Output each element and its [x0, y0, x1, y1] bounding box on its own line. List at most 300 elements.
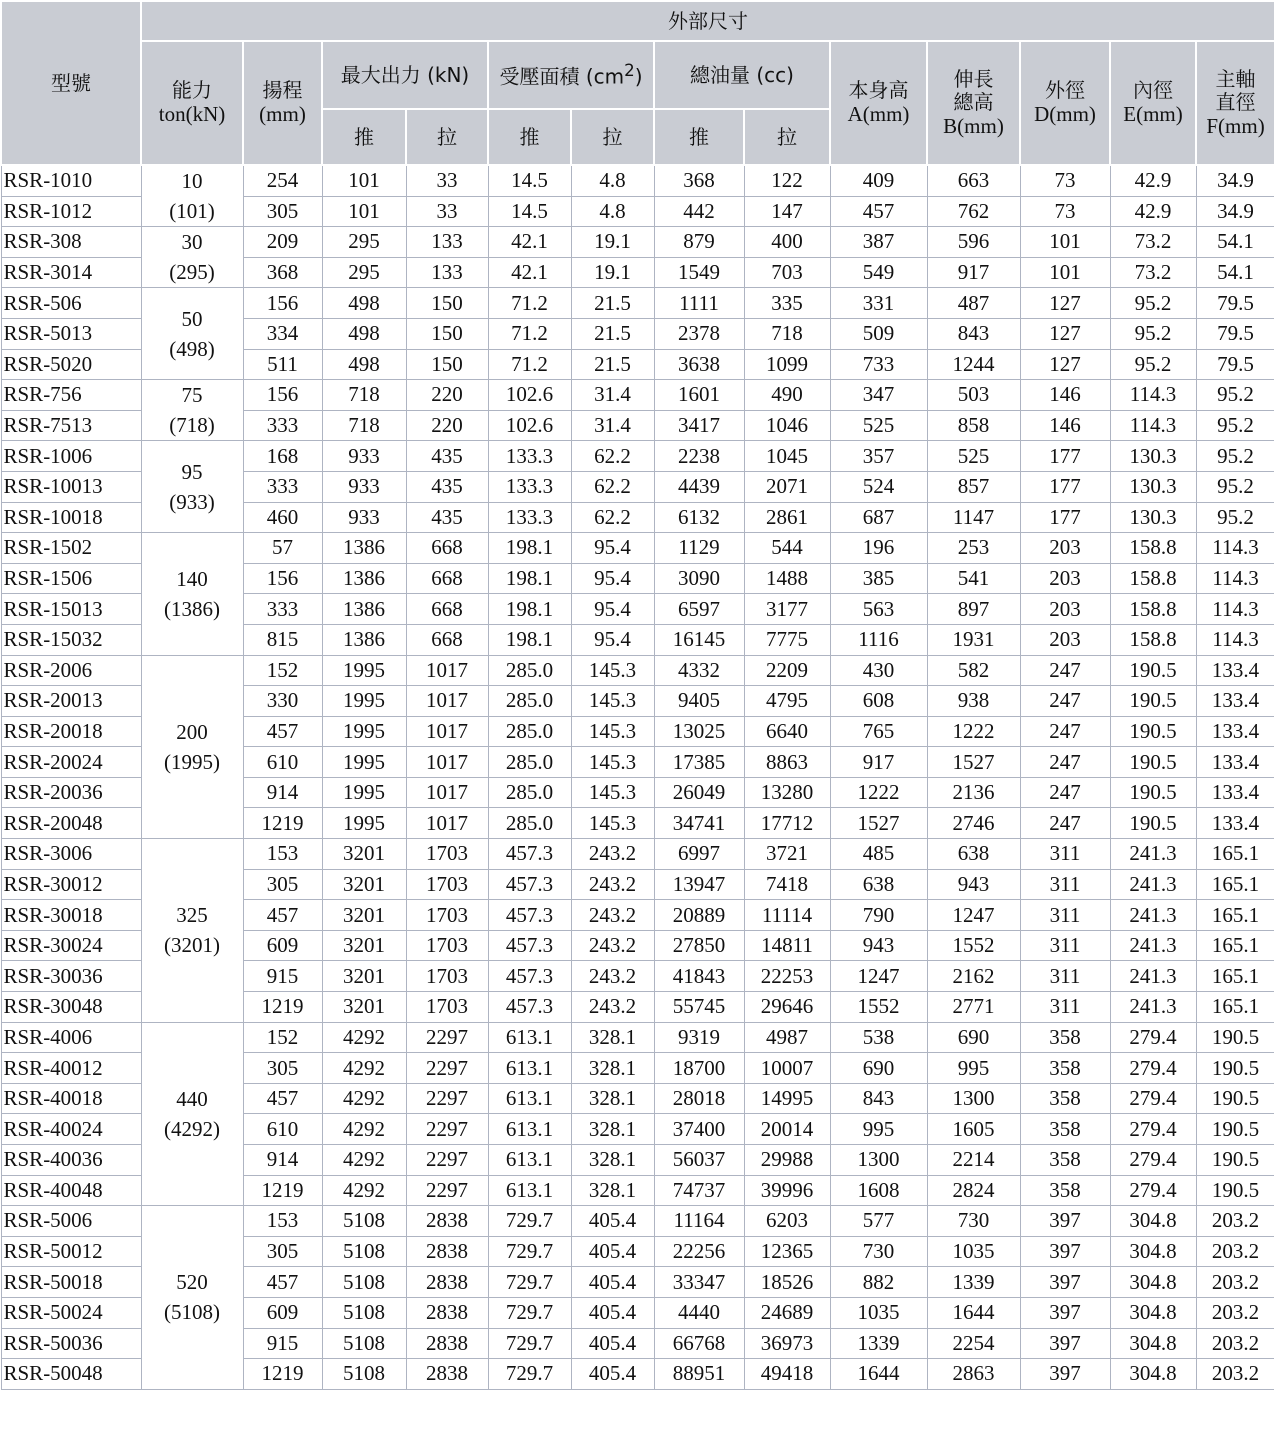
- value-cell: 730: [927, 1206, 1020, 1237]
- value-cell: 304.8: [1110, 1359, 1196, 1390]
- value-cell: 17712: [744, 808, 830, 839]
- model-cell: RSR-20036: [1, 777, 141, 808]
- value-cell: 285.0: [488, 716, 571, 747]
- value-cell: 95.2: [1196, 502, 1274, 533]
- value-cell: 177: [1020, 441, 1110, 472]
- capacity-kn: (1995): [164, 749, 220, 774]
- value-cell: 247: [1020, 747, 1110, 778]
- value-cell: 74737: [654, 1175, 744, 1206]
- value-cell: 663: [927, 165, 1020, 196]
- model-cell: RSR-1012: [1, 196, 141, 227]
- value-cell: 511: [243, 349, 322, 380]
- value-cell: 153: [243, 839, 322, 870]
- value-cell: 101: [322, 165, 406, 196]
- value-cell: 1488: [744, 563, 830, 594]
- value-cell: 133.3: [488, 471, 571, 502]
- value-cell: 243.2: [571, 900, 654, 931]
- value-cell: 1219: [243, 1175, 322, 1206]
- value-cell: 28018: [654, 1083, 744, 1114]
- value-cell: 49418: [744, 1359, 830, 1390]
- value-cell: 203.2: [1196, 1206, 1274, 1237]
- value-cell: 305: [243, 1053, 322, 1084]
- value-cell: 1703: [406, 839, 488, 870]
- value-cell: 915: [243, 1328, 322, 1359]
- value-cell: 2838: [406, 1206, 488, 1237]
- value-cell: 158.8: [1110, 563, 1196, 594]
- value-cell: 457.3: [488, 930, 571, 961]
- model-cell: RSR-50024: [1, 1297, 141, 1328]
- inner-diameter-header: [1110, 41, 1196, 165]
- value-cell: 16145: [654, 624, 744, 655]
- value-cell: 457: [243, 900, 322, 931]
- value-cell: 279.4: [1110, 1022, 1196, 1053]
- value-cell: 55745: [654, 992, 744, 1023]
- model-cell: RSR-1506: [1, 563, 141, 594]
- value-cell: 285.0: [488, 747, 571, 778]
- value-cell: 613.1: [488, 1053, 571, 1084]
- value-cell: 368: [243, 257, 322, 288]
- value-cell: 190.5: [1110, 686, 1196, 717]
- value-cell: 1527: [927, 747, 1020, 778]
- value-cell: 133.4: [1196, 808, 1274, 839]
- value-cell: 1219: [243, 1359, 322, 1390]
- value-cell: 358: [1020, 1022, 1110, 1053]
- value-cell: 42.1: [488, 227, 571, 258]
- max-output-header: 最大出力 (kN): [322, 41, 488, 109]
- value-cell: 304.8: [1110, 1236, 1196, 1267]
- model-cell: RSR-3006: [1, 839, 141, 870]
- value-cell: 762: [927, 196, 1020, 227]
- value-cell: 668: [406, 624, 488, 655]
- value-cell: 334: [243, 318, 322, 349]
- value-cell: 703: [744, 257, 830, 288]
- value-cell: 114.3: [1196, 624, 1274, 655]
- value-cell: 487: [927, 288, 1020, 319]
- capacity-ton: 440: [176, 1086, 208, 1111]
- value-cell: 1116: [830, 624, 927, 655]
- value-cell: 133: [406, 257, 488, 288]
- pressure-area-push-header: 推: [488, 109, 571, 165]
- value-cell: 62.2: [571, 502, 654, 533]
- value-cell: 133.4: [1196, 716, 1274, 747]
- value-cell: 397: [1020, 1297, 1110, 1328]
- value-cell: 146: [1020, 410, 1110, 441]
- value-cell: 1931: [927, 624, 1020, 655]
- value-cell: 42.9: [1110, 196, 1196, 227]
- value-cell: 328.1: [571, 1145, 654, 1176]
- value-cell: 1017: [406, 777, 488, 808]
- value-cell: 198.1: [488, 563, 571, 594]
- value-cell: 21.5: [571, 349, 654, 380]
- capacity-kn: (3201): [164, 933, 220, 958]
- value-cell: 933: [322, 502, 406, 533]
- value-cell: 943: [830, 930, 927, 961]
- model-cell: RSR-30012: [1, 869, 141, 900]
- value-cell: 718: [322, 380, 406, 411]
- value-cell: 145.3: [571, 777, 654, 808]
- value-cell: 405.4: [571, 1359, 654, 1390]
- oil-volume-pull-header: 拉: [744, 109, 830, 165]
- value-cell: 243.2: [571, 930, 654, 961]
- value-cell: 133.4: [1196, 777, 1274, 808]
- shaft-diameter-label-2: 直徑: [1215, 89, 1256, 114]
- value-cell: 203.2: [1196, 1297, 1274, 1328]
- value-cell: 498: [322, 349, 406, 380]
- value-cell: 156: [243, 563, 322, 594]
- value-cell: 457: [243, 1267, 322, 1298]
- value-cell: 305: [243, 869, 322, 900]
- capacity-cell: [141, 655, 243, 839]
- value-cell: 95.4: [571, 594, 654, 625]
- value-cell: 33: [406, 196, 488, 227]
- value-cell: 730: [830, 1236, 927, 1267]
- value-cell: 241.3: [1110, 839, 1196, 870]
- value-cell: 304.8: [1110, 1206, 1196, 1237]
- outer-diameter-header: [1020, 41, 1110, 165]
- value-cell: 34.9: [1196, 165, 1274, 196]
- value-cell: 435: [406, 471, 488, 502]
- value-cell: 1219: [243, 808, 322, 839]
- value-cell: 2838: [406, 1297, 488, 1328]
- value-cell: 1605: [927, 1114, 1020, 1145]
- value-cell: 1995: [322, 655, 406, 686]
- capacity-ton: 95: [181, 459, 203, 484]
- value-cell: 1300: [830, 1145, 927, 1176]
- value-cell: 95.2: [1110, 349, 1196, 380]
- value-cell: 79.5: [1196, 349, 1274, 380]
- value-cell: 21.5: [571, 318, 654, 349]
- value-cell: 79.5: [1196, 288, 1274, 319]
- value-cell: 397: [1020, 1236, 1110, 1267]
- value-cell: 220: [406, 380, 488, 411]
- value-cell: 101: [322, 196, 406, 227]
- value-cell: 133.3: [488, 502, 571, 533]
- shaft-diameter-label-1: 主軸: [1215, 66, 1256, 91]
- value-cell: 34.9: [1196, 196, 1274, 227]
- capacity-ton: 75: [181, 383, 203, 408]
- value-cell: 2297: [406, 1114, 488, 1145]
- value-cell: 333: [243, 594, 322, 625]
- value-cell: 609: [243, 1297, 322, 1328]
- value-cell: 150: [406, 318, 488, 349]
- body-height-header: [830, 41, 927, 165]
- value-cell: 1035: [830, 1297, 927, 1328]
- value-cell: 56037: [654, 1145, 744, 1176]
- value-cell: 2863: [927, 1359, 1020, 1390]
- capacity-label: 能力: [172, 78, 212, 103]
- value-cell: 295: [322, 257, 406, 288]
- value-cell: 549: [830, 257, 927, 288]
- value-cell: 1703: [406, 961, 488, 992]
- value-cell: 596: [927, 227, 1020, 258]
- value-cell: 177: [1020, 471, 1110, 502]
- capacity-kn: (498): [169, 336, 215, 361]
- value-cell: 457.3: [488, 839, 571, 870]
- value-cell: 241.3: [1110, 992, 1196, 1023]
- value-cell: 498: [322, 318, 406, 349]
- value-cell: 95.4: [571, 624, 654, 655]
- value-cell: 1017: [406, 655, 488, 686]
- value-cell: 457: [243, 716, 322, 747]
- value-cell: 133.4: [1196, 747, 1274, 778]
- value-cell: 285.0: [488, 777, 571, 808]
- value-cell: 729.7: [488, 1328, 571, 1359]
- value-cell: 150: [406, 288, 488, 319]
- value-cell: 333: [243, 410, 322, 441]
- value-cell: 668: [406, 533, 488, 564]
- value-cell: 305: [243, 1236, 322, 1267]
- value-cell: 2297: [406, 1053, 488, 1084]
- model-header: 型號: [1, 1, 141, 165]
- value-cell: 2824: [927, 1175, 1020, 1206]
- value-cell: 6597: [654, 594, 744, 625]
- value-cell: 729.7: [488, 1297, 571, 1328]
- value-cell: 609: [243, 930, 322, 961]
- value-cell: 4795: [744, 686, 830, 717]
- value-cell: 563: [830, 594, 927, 625]
- value-cell: 995: [830, 1114, 927, 1145]
- value-cell: 279.4: [1110, 1175, 1196, 1206]
- value-cell: 4.8: [571, 165, 654, 196]
- value-cell: 145.3: [571, 808, 654, 839]
- value-cell: 1995: [322, 777, 406, 808]
- value-cell: 498: [322, 288, 406, 319]
- value-cell: 457.3: [488, 992, 571, 1023]
- value-cell: 7418: [744, 869, 830, 900]
- value-cell: 2838: [406, 1236, 488, 1267]
- value-cell: 397: [1020, 1359, 1110, 1390]
- pressure-area-header: [488, 41, 654, 109]
- value-cell: 1644: [927, 1297, 1020, 1328]
- value-cell: 22256: [654, 1236, 744, 1267]
- value-cell: 328.1: [571, 1175, 654, 1206]
- pressure-area-suffix: ): [634, 64, 643, 89]
- value-cell: 36973: [744, 1328, 830, 1359]
- value-cell: 2162: [927, 961, 1020, 992]
- value-cell: 190.5: [1196, 1022, 1274, 1053]
- table-header: [1, 1, 1274, 165]
- value-cell: 11164: [654, 1206, 744, 1237]
- value-cell: 397: [1020, 1267, 1110, 1298]
- value-cell: 857: [927, 471, 1020, 502]
- shaft-diameter-header: [1196, 41, 1274, 165]
- value-cell: 6132: [654, 502, 744, 533]
- value-cell: 198.1: [488, 533, 571, 564]
- oil-volume-push-header: 推: [654, 109, 744, 165]
- value-cell: 485: [830, 839, 927, 870]
- model-cell: RSR-40012: [1, 1053, 141, 1084]
- inner-diameter-label: 內徑: [1133, 78, 1173, 103]
- model-cell: RSR-50018: [1, 1267, 141, 1298]
- value-cell: 209: [243, 227, 322, 258]
- value-cell: 1099: [744, 349, 830, 380]
- value-cell: 14995: [744, 1083, 830, 1114]
- value-cell: 243.2: [571, 961, 654, 992]
- value-cell: 1549: [654, 257, 744, 288]
- value-cell: 328.1: [571, 1083, 654, 1114]
- value-cell: 165.1: [1196, 869, 1274, 900]
- value-cell: 995: [927, 1053, 1020, 1084]
- value-cell: 66768: [654, 1328, 744, 1359]
- value-cell: 305: [243, 196, 322, 227]
- value-cell: 358: [1020, 1083, 1110, 1114]
- value-cell: 22253: [744, 961, 830, 992]
- value-cell: 311: [1020, 900, 1110, 931]
- value-cell: 4292: [322, 1175, 406, 1206]
- value-cell: 4292: [322, 1022, 406, 1053]
- value-cell: 95.2: [1196, 441, 1274, 472]
- value-cell: 19.1: [571, 227, 654, 258]
- value-cell: 304.8: [1110, 1328, 1196, 1359]
- value-cell: 73.2: [1110, 257, 1196, 288]
- value-cell: 3201: [322, 869, 406, 900]
- value-cell: 368: [654, 165, 744, 196]
- value-cell: 2297: [406, 1022, 488, 1053]
- value-cell: 917: [927, 257, 1020, 288]
- value-cell: 1703: [406, 900, 488, 931]
- value-cell: 668: [406, 563, 488, 594]
- value-cell: 133: [406, 227, 488, 258]
- value-cell: 145.3: [571, 747, 654, 778]
- value-cell: 14.5: [488, 165, 571, 196]
- value-cell: 10007: [744, 1053, 830, 1084]
- value-cell: 54.1: [1196, 257, 1274, 288]
- value-cell: 2209: [744, 655, 830, 686]
- value-cell: 6997: [654, 839, 744, 870]
- value-cell: 933: [322, 471, 406, 502]
- value-cell: 933: [322, 441, 406, 472]
- value-cell: 1995: [322, 747, 406, 778]
- value-cell: 538: [830, 1022, 927, 1053]
- value-cell: 156: [243, 288, 322, 319]
- model-cell: RSR-30018: [1, 900, 141, 931]
- stroke-label: 揚程: [262, 78, 303, 103]
- model-cell: RSR-50012: [1, 1236, 141, 1267]
- table-row: [1, 288, 1274, 319]
- value-cell: 729.7: [488, 1206, 571, 1237]
- value-cell: 37400: [654, 1114, 744, 1145]
- model-cell: RSR-50048: [1, 1359, 141, 1390]
- value-cell: 397: [1020, 1206, 1110, 1237]
- capacity-unit: ton(kN): [158, 102, 226, 127]
- value-cell: 385: [830, 563, 927, 594]
- value-cell: 331: [830, 288, 927, 319]
- value-cell: 190.5: [1110, 716, 1196, 747]
- capacity-cell: [141, 227, 243, 288]
- table-row: [1, 839, 1274, 870]
- value-cell: 95.2: [1110, 288, 1196, 319]
- value-cell: 405.4: [571, 1267, 654, 1298]
- value-cell: 133.4: [1196, 655, 1274, 686]
- value-cell: 1601: [654, 380, 744, 411]
- value-cell: 687: [830, 502, 927, 533]
- value-cell: 1386: [322, 563, 406, 594]
- value-cell: 165.1: [1196, 930, 1274, 961]
- max-output-push-header: 推: [322, 109, 406, 165]
- value-cell: 247: [1020, 716, 1110, 747]
- value-cell: 243.2: [571, 992, 654, 1023]
- value-cell: 71.2: [488, 318, 571, 349]
- value-cell: 190.5: [1110, 655, 1196, 686]
- value-cell: 405.4: [571, 1297, 654, 1328]
- value-cell: 190.5: [1196, 1114, 1274, 1145]
- pressure-area-pull-header: 拉: [571, 109, 654, 165]
- value-cell: 2838: [406, 1359, 488, 1390]
- model-cell: RSR-50036: [1, 1328, 141, 1359]
- value-cell: 729.7: [488, 1267, 571, 1298]
- value-cell: 62.2: [571, 471, 654, 502]
- value-cell: 1703: [406, 992, 488, 1023]
- model-cell: RSR-1006: [1, 441, 141, 472]
- value-cell: 241.3: [1110, 869, 1196, 900]
- value-cell: 279.4: [1110, 1114, 1196, 1145]
- table-row: [1, 1206, 1274, 1237]
- pressure-area-sup: 2: [624, 61, 635, 81]
- value-cell: 73: [1020, 165, 1110, 196]
- capacity-kn: (718): [169, 413, 215, 438]
- value-cell: 882: [830, 1267, 927, 1298]
- value-cell: 3201: [322, 961, 406, 992]
- value-cell: 95.2: [1196, 410, 1274, 441]
- model-cell: RSR-15013: [1, 594, 141, 625]
- value-cell: 2254: [927, 1328, 1020, 1359]
- value-cell: 127: [1020, 318, 1110, 349]
- value-cell: 582: [927, 655, 1020, 686]
- value-cell: 95.4: [571, 533, 654, 564]
- value-cell: 613.1: [488, 1083, 571, 1114]
- value-cell: 638: [927, 839, 1020, 870]
- value-cell: 610: [243, 747, 322, 778]
- model-cell: RSR-1010: [1, 165, 141, 196]
- model-cell: RSR-2006: [1, 655, 141, 686]
- value-cell: 41843: [654, 961, 744, 992]
- capacity-cell: [141, 165, 243, 227]
- value-cell: 247: [1020, 655, 1110, 686]
- value-cell: 3201: [322, 900, 406, 931]
- value-cell: 101: [1020, 227, 1110, 258]
- value-cell: 153: [243, 1206, 322, 1237]
- value-cell: 95.2: [1196, 380, 1274, 411]
- value-cell: 1247: [830, 961, 927, 992]
- value-cell: 42.1: [488, 257, 571, 288]
- stroke-header: [243, 41, 322, 165]
- value-cell: 12365: [744, 1236, 830, 1267]
- value-cell: 24689: [744, 1297, 830, 1328]
- value-cell: 1339: [927, 1267, 1020, 1298]
- value-cell: 358: [1020, 1145, 1110, 1176]
- value-cell: 525: [830, 410, 927, 441]
- value-cell: 114.3: [1196, 533, 1274, 564]
- value-cell: 4292: [322, 1053, 406, 1084]
- value-cell: 613.1: [488, 1022, 571, 1053]
- capacity-cell: [141, 288, 243, 380]
- model-cell: RSR-40048: [1, 1175, 141, 1206]
- value-cell: 95.2: [1110, 318, 1196, 349]
- capacity-kn: (101): [169, 199, 215, 224]
- value-cell: 638: [830, 869, 927, 900]
- value-cell: 198.1: [488, 594, 571, 625]
- value-cell: 247: [1020, 777, 1110, 808]
- body-height-label: 本身高: [848, 78, 909, 103]
- value-cell: 333: [243, 471, 322, 502]
- value-cell: 1244: [927, 349, 1020, 380]
- value-cell: 2746: [927, 808, 1020, 839]
- value-cell: 33: [406, 165, 488, 196]
- value-cell: 196: [830, 533, 927, 564]
- value-cell: 4292: [322, 1114, 406, 1145]
- value-cell: 358: [1020, 1114, 1110, 1145]
- value-cell: 190.5: [1110, 808, 1196, 839]
